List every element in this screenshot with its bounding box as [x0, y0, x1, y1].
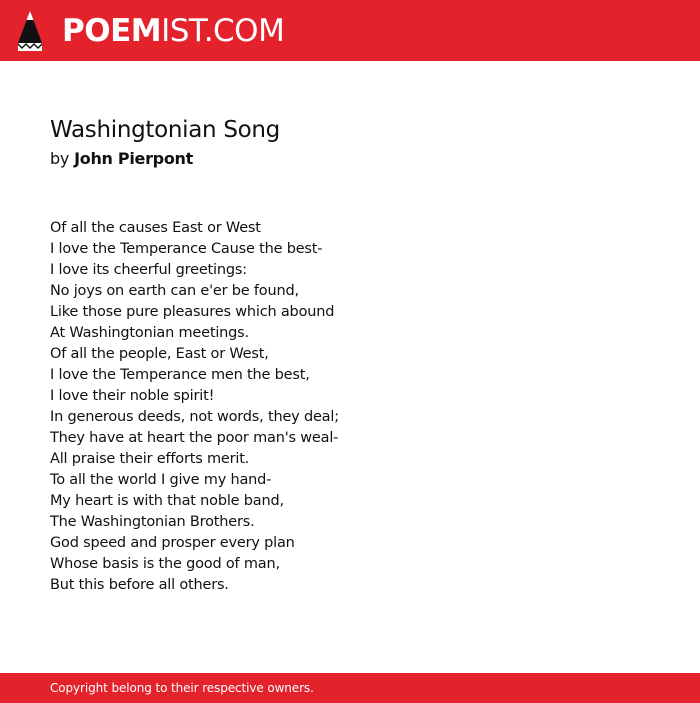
- poem-line: God speed and prosper every plan: [50, 535, 295, 551]
- poem-line: I love the Temperance Cause the best-: [50, 241, 323, 257]
- pencil-icon[interactable]: [16, 9, 44, 53]
- poem-line: I love its cheerful greetings:: [50, 262, 247, 278]
- poem-line: I love their noble spirit!: [50, 388, 215, 404]
- site-footer: [0, 673, 700, 703]
- poem-line: But this before all others.: [50, 577, 229, 593]
- poem-line: Of all the causes East or West: [50, 220, 261, 236]
- logo-light-text: IST.COM: [161, 13, 285, 49]
- poem-line: Like those pure pleasures which abound: [50, 304, 335, 320]
- poem-line: To all the world I give my hand-: [50, 472, 272, 488]
- poem-line: They have at heart the poor man's weal-: [50, 430, 339, 446]
- poem-line: Whose basis is the good of man,: [50, 556, 280, 572]
- poem-header: [50, 113, 650, 171]
- poem-line: In generous deeds, not words, they deal;: [50, 409, 339, 425]
- poem-line: The Washingtonian Brothers.: [50, 514, 255, 530]
- poem-body: [50, 218, 650, 596]
- poem-title: Washingtonian Song: [50, 117, 280, 143]
- site-logo[interactable]: [62, 9, 284, 53]
- poem-line: At Washingtonian meetings.: [50, 325, 249, 341]
- poem-line: Of all the people, East or West,: [50, 346, 269, 362]
- poem-author: John Pierpont: [74, 149, 193, 168]
- poem-line: I love the Temperance men the best,: [50, 367, 310, 383]
- logo-bold-text: POEM: [62, 13, 162, 49]
- site-header: [0, 0, 700, 61]
- poem-line: All praise their efforts merit.: [50, 451, 250, 467]
- by-label: by: [50, 149, 70, 168]
- copyright-text: Copyright belong to their respective owners.: [50, 681, 314, 695]
- poem-byline: [50, 147, 650, 171]
- poem-line: My heart is with that noble band,: [50, 493, 284, 509]
- poem-line: No joys on earth can e'er be found,: [50, 283, 299, 299]
